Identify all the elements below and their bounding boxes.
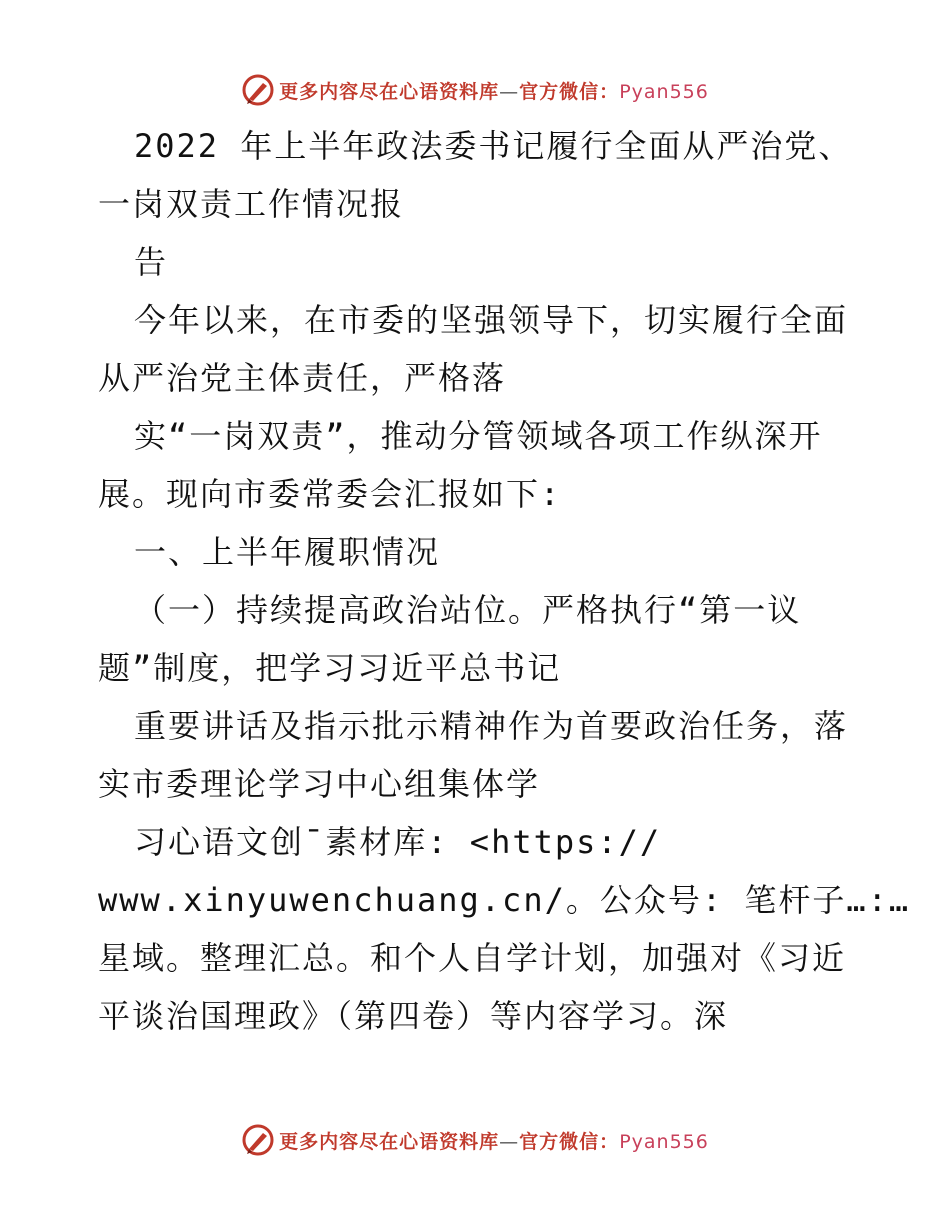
- paragraph-line: 题”制度，把学习习近平总书记: [98, 649, 562, 687]
- watermark-account: Pyan556: [619, 1130, 709, 1153]
- watermark-site: 更多内容尽在心语资料库: [279, 80, 500, 103]
- watermark-label: 官方微信：: [519, 80, 620, 103]
- pen-logo-icon: [241, 1123, 275, 1157]
- paragraph-line: 星域。整理汇总。和个人自学计划，加强对《习近: [98, 939, 847, 977]
- doc-title-line-3: 告: [134, 243, 169, 281]
- paragraph-line: 平谈治国理政》（第四卷）等内容学习。深: [98, 997, 729, 1035]
- paragraph-line: 习心语文创¯素材库: <https://: [134, 823, 662, 861]
- paragraph-line: www.xinyuwenchuang.cn/。公众号: 笔杆子…:…: [98, 881, 911, 919]
- paragraph-line: 今年以来，在市委的坚强领导下，切实履行全面: [134, 301, 849, 339]
- paragraph-line: 实“一岗双责”，推动分管领域各项工作纵深开: [134, 417, 823, 455]
- paragraph-line: （一）持续提高政治站位。严格执行“第一议: [134, 591, 802, 629]
- paragraph-line: 重要讲话及指示批示精神作为首要政治任务，落: [134, 707, 849, 745]
- watermark-label: 官方微信：: [519, 1130, 620, 1153]
- paragraph-line: 从严治党主体责任，严格落: [98, 359, 507, 397]
- watermark-site: 更多内容尽在心语资料库: [279, 1130, 500, 1153]
- doc-title-line-2: 一岗双责工作情况报: [98, 185, 405, 223]
- watermark-account: Pyan556: [619, 80, 709, 103]
- paragraph-line: 实市委理论学习中心组集体学: [98, 765, 541, 803]
- section-heading: 一、上半年履职情况: [134, 533, 441, 571]
- paragraph-line: 展。现向市委常委会汇报如下:: [98, 475, 562, 513]
- watermark-dash: —: [499, 80, 520, 103]
- watermark-dash: —: [499, 1130, 520, 1153]
- footer-watermark: [0, 1120, 950, 1160]
- doc-title-line-1: 2022 年上半年政法委书记履行全面从严治党、: [134, 127, 853, 165]
